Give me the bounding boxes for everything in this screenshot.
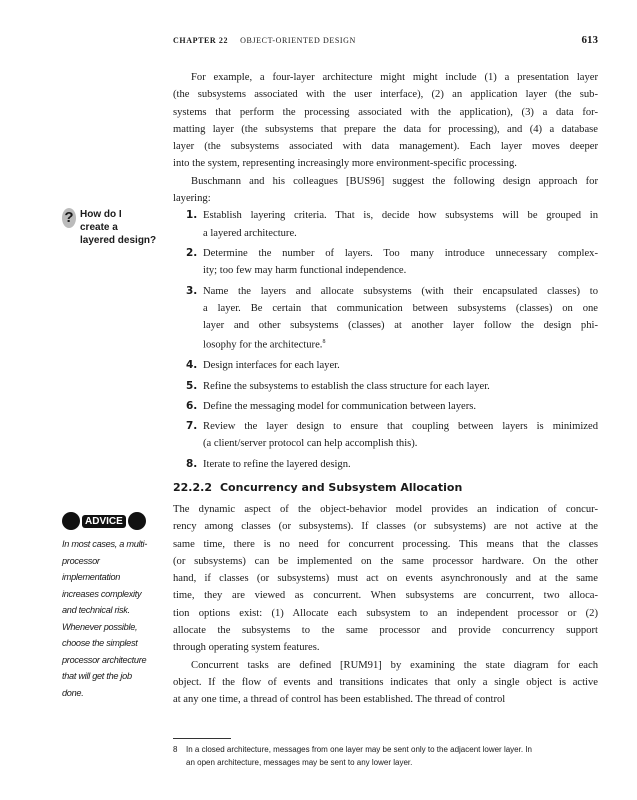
text-line: and technical risk. — [62, 605, 130, 615]
text-line: into the system, representing increasingly more environment-specific processing. — [173, 158, 517, 170]
advice-icon — [62, 512, 158, 530]
text-line: Review the layer design to ensure that coupling between layers is minimized — [203, 421, 598, 433]
body-text-bottom — [173, 501, 598, 709]
text-line: an open architecture, messages may be sent to any lower layer. — [186, 758, 413, 767]
list-number: 8. — [186, 457, 198, 470]
list-number: 7. — [186, 420, 198, 433]
text-line: Name the layers and allocate subsystems (with their encapsulated classes) to — [203, 285, 598, 297]
list-number: 2. — [186, 246, 198, 259]
paragraph — [173, 501, 598, 657]
text-line: time, they are viewed as concurrent. When subsystems are concurrent, two alloca- — [173, 590, 598, 602]
text-line: The dynamic aspect of the object-behavior model provides an indication of concur- — [173, 504, 598, 515]
section-heading — [173, 479, 598, 496]
text-line: processor — [62, 555, 100, 566]
text-line: For example, a four-layer architecture might might include (1) a presentation layer — [191, 72, 598, 83]
text-line: Whenever possible, — [62, 621, 138, 632]
running-header — [173, 36, 356, 45]
text-line: Determine the number of layers. Too many introduce unnecessary complex- — [203, 247, 598, 259]
text-line: layered design? — [80, 235, 157, 246]
footnote-number: 8 — [173, 745, 178, 754]
list-item — [173, 357, 598, 374]
list-number: 4. — [186, 359, 198, 372]
list-item — [173, 378, 598, 395]
section-title: Concurrency and Subsystem Allocation — [219, 481, 463, 494]
text-line: losophy for the architecture.$^8$ — [203, 339, 326, 351]
text-line: Design interfaces for each layer. — [203, 360, 340, 372]
text-line: Define the messaging model for communication between layers. — [203, 400, 476, 412]
footnote-rule — [173, 738, 231, 739]
section-number: 22.2.2 — [173, 481, 212, 494]
text-line: (the subsystems associated with the user interface), (2) an application layer (the sub- — [173, 89, 598, 101]
text-line: a layer. Be certain that communication between subsystems (classes) on one — [203, 302, 598, 314]
text-line: In a closed architecture, messages from one layer may be sent only to the adjacent lower layer. In — [186, 745, 532, 754]
list-item — [173, 418, 598, 453]
list-number: 1. — [186, 209, 198, 222]
text-line: Buschmann and his colleagues [BUS96] suggest the following design approach for — [191, 175, 598, 187]
list-number: 6. — [186, 399, 198, 412]
text-line: Iterate to refine the layered design. — [203, 458, 351, 470]
list-number: 5. — [186, 379, 198, 392]
list-number: 3. — [186, 284, 198, 297]
chapter-title: OBJECT-ORIENTED DESIGN — [240, 36, 356, 45]
text-line: allocate the subsystems to the same processor and provide concurrency support — [173, 625, 598, 637]
list-item — [173, 283, 598, 355]
text-line: ity; too few may harm functional independence. — [203, 265, 407, 277]
text-line: through operating system features. — [173, 642, 320, 654]
text-line: processor architecture — [62, 654, 147, 665]
question-icon: ? — [62, 208, 76, 228]
page-number: 613 — [581, 34, 598, 46]
advice-badge-label: ADVICE — [82, 515, 126, 528]
text-line: matting layer (the subsystems that prepare the data for processing), and (4) a database — [173, 123, 598, 135]
footnote-ref[interactable]: 8 — [322, 339, 326, 346]
paragraph — [173, 657, 598, 709]
text-line: systems that perform the processing associated with the application), (3) a data for- — [173, 106, 598, 118]
text-line: choose the simplest — [62, 638, 138, 648]
text-line: same time, there is no need for concurrent processing. This means that the classes — [173, 538, 598, 550]
text-line: rency among classes (or subsystems). If classes (or subsystems) are not active at the — [173, 521, 598, 533]
list-item — [173, 398, 598, 415]
text-line: that will get the job — [62, 671, 132, 681]
text-line: Refine the subsystems to establish the class structure for each layer. — [203, 380, 490, 392]
paragraph — [173, 69, 598, 173]
text-line: object. If the flow of events and transitions indicates that only a single object is active — [173, 676, 598, 688]
list-item — [173, 245, 598, 280]
text-line: Establish layering criteria. That is, decide how subsystems will be grouped in — [203, 210, 598, 222]
text-line: layering: — [173, 193, 211, 205]
body-text-top — [173, 69, 598, 476]
text-line: increases complexity — [62, 588, 142, 599]
chapter-label: CHAPTER 22 — [173, 36, 229, 45]
text-line: layer (the subsystems associated with data management). Each layer moves deeper — [173, 141, 598, 153]
text-line: a layered architecture. — [203, 227, 297, 239]
list-item — [173, 207, 598, 242]
paragraph — [173, 173, 598, 208]
text-line: layer and other subsystems (classes) at another layer follow the design phi- — [203, 320, 598, 332]
text-line: In most cases, a multi- — [62, 539, 148, 549]
text-line: tion options exist: (1) Allocate each subsystem to an independent processor or (2) — [173, 607, 598, 619]
text-line: hand, if classes (or subsystems) must act on events asynchronously and at the same — [173, 573, 598, 585]
text-line: implementation — [62, 572, 121, 582]
text-line: create a — [80, 222, 118, 233]
text-line: (a client/server protocol can help accomplish this). — [203, 438, 418, 450]
text-line: done. — [62, 687, 84, 698]
margin-question — [62, 208, 158, 247]
text-line: at any one time, a thread of control has been established. The thread of control — [173, 694, 506, 706]
footnote — [173, 743, 598, 769]
list-item — [173, 456, 598, 473]
text-line: Concurrent tasks are defined [RUM91] by examining the state diagram for each — [191, 659, 598, 671]
text-line: (or subsystems) can be implemented on the same processor hardware. On the other — [173, 555, 598, 567]
layering-steps-list — [173, 207, 598, 473]
margin-advice — [62, 512, 158, 701]
text-line: How do I — [80, 209, 122, 220]
